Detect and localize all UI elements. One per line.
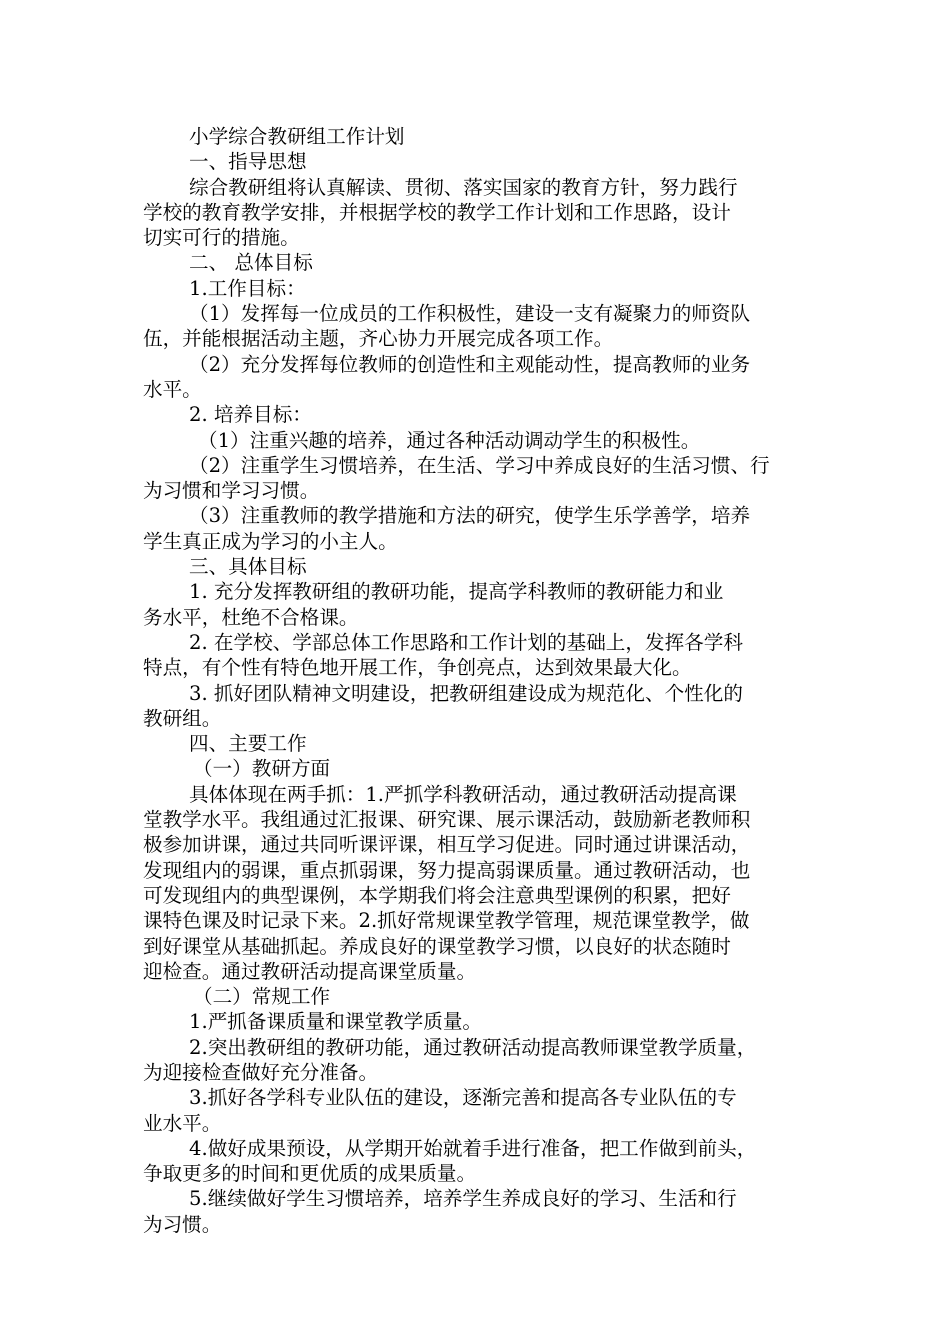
text-line: 为迎接检查做好充分准备。 [143, 1060, 379, 1084]
text-line: 一、指导思想 [189, 150, 307, 174]
text-line: 教研组。 [143, 706, 222, 730]
text-line: 三、具体目标 [189, 555, 307, 579]
text-line: 水平。 [143, 377, 202, 401]
text-line: （2）充分发挥每位教师的创造性和主观能动性，提高教师的业务 [189, 352, 751, 376]
text-line: 课特色课及时记录下来。2.抓好常规课堂教学管理，规范课堂教学，做 [143, 909, 750, 933]
text-line: 3. 抓好团队精神文明建设，把教研组建设成为规范化、个性化的 [189, 681, 743, 705]
text-line: 2.突出教研组的教研功能，通过教研活动提高教师课堂教学质量， [189, 1035, 757, 1059]
text-line: 小学综合教研组工作计划 [189, 125, 405, 148]
text-line: 为习惯。 [143, 1212, 222, 1236]
text-line: 争取更多的时间和更优质的成果质量。 [143, 1162, 477, 1186]
text-line: 3.抓好各学科专业队伍的建设，逐渐完善和提高各专业队伍的专 [189, 1086, 737, 1110]
text-line: 4.做好成果预设，从学期开始就着手进行准备，把工作做到前头， [189, 1136, 757, 1160]
text-line: 四、主要工作 [189, 732, 307, 756]
text-line: 特点，有个性有特色地开展工作，争创亮点，达到效果最大化。 [143, 656, 692, 680]
text-line: 发现组内的弱课，重点抓弱课，努力提高弱课质量。通过教研活动，也 [143, 858, 751, 882]
text-line: （2）注重学生习惯培养，在生活、学习中养成良好的生活习惯、行 [189, 453, 770, 477]
text-line: 二、 总体目标 [189, 251, 313, 275]
text-line: 迎检查。通过教研活动提高课堂质量。 [143, 959, 477, 983]
text-line: 1.工作目标： [189, 276, 306, 300]
text-line: （3）注重教师的教学措施和方法的研究，使学生乐学善学，培养 [189, 504, 751, 528]
text-line: 务水平，杜绝不合格课。 [143, 605, 359, 629]
text-line: 学生真正成为学习的小主人。 [143, 529, 398, 553]
text-line: 1. 充分发挥教研组的教研功能，提高学科教师的教研能力和业 [189, 580, 724, 604]
text-line: 堂教学水平。我组通过汇报课、研究课、展示课活动，鼓励新老教师积 [143, 808, 751, 832]
text-line: （一）教研方面 [193, 757, 331, 781]
text-line: 到好课堂从基础抓起。养成良好的课堂教学习惯，以良好的状态随时 [143, 934, 731, 958]
text-line: 为习惯和学习习惯。 [143, 479, 320, 503]
text-line: （1）发挥每一位成员的工作积极性，建设一支有凝聚力的师资队 [189, 302, 751, 326]
text-line: 切实可行的措施。 [143, 226, 300, 250]
text-line: 2. 培养目标： [189, 403, 312, 427]
text-line: 1.严抓备课质量和课堂教学质量。 [189, 1010, 483, 1034]
text-line: （1）注重兴趣的培养，通过各种活动调动学生的积极性。 [198, 428, 701, 452]
text-line: 5.继续做好学生习惯培养，培养学生养成良好的学习、生活和行 [189, 1187, 737, 1211]
text-line: 伍，并能根据活动主题，齐心协力开展完成各项工作。 [143, 327, 614, 351]
text-line: 极参加讲课，通过共同听课评课，相互学习促进。同时通过讲课活动， [143, 833, 751, 857]
text-line: 2. 在学校、学部总体工作思路和工作计划的基础上，发挥各学科 [189, 630, 743, 654]
text-line: 具体体现在两手抓：1.严抓学科教研活动，通过教研活动提高课 [189, 782, 737, 806]
text-line: 综合教研组将认真解读、贯彻、落实国家的教育方针，努力践行 [189, 175, 738, 199]
text-line: （二）常规工作 [193, 985, 331, 1009]
text-line: 可发现组内的典型课例，本学期我们将会注意典型课例的积累，把好 [143, 883, 731, 907]
text-line: 学校的教育教学安排，并根据学校的教学工作计划和工作思路，设计 [143, 200, 731, 224]
text-line: 业水平。 [143, 1111, 222, 1135]
document-body [143, 124, 808, 1237]
